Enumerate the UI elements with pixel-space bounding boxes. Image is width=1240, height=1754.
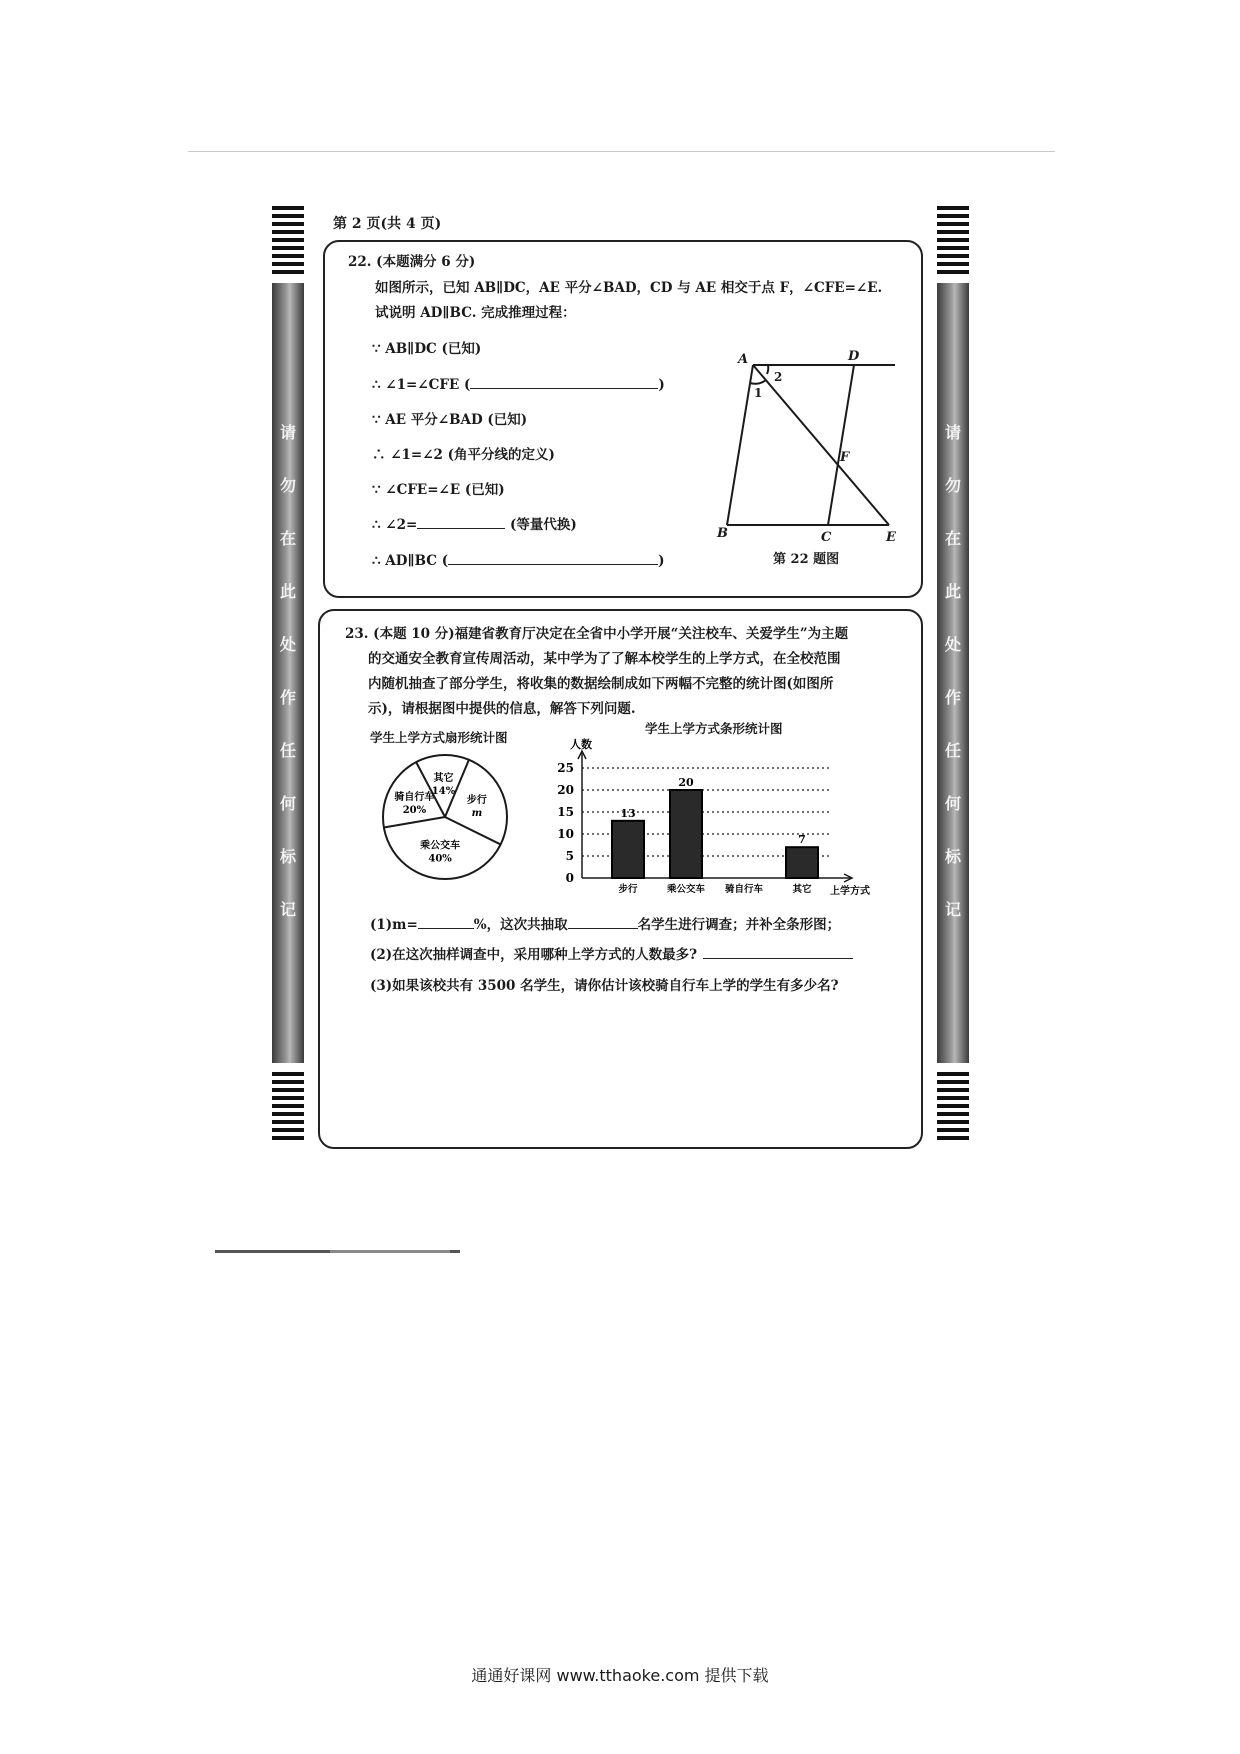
right-warning-text [937, 420, 969, 950]
stripe-bar [272, 1136, 304, 1140]
most-method-blank[interactable] [703, 944, 853, 959]
side-warning-char: 作 [279, 688, 296, 707]
q23-sub-3: (3)如果该校共有 3500 名学生，请你估计该校骑自行车上学的学生有多少名? [370, 978, 839, 994]
point-d-label: D [848, 349, 860, 364]
total-blank[interactable] [568, 914, 638, 929]
bar-ylabel: 人数 [570, 738, 592, 751]
stripe-bar [937, 1112, 969, 1116]
q23-header-4: 示)，请根据图中提供的信息，解答下列问题. [368, 701, 636, 717]
bar-mark [612, 821, 644, 878]
side-warning-char: 何 [944, 794, 961, 813]
q23-sub-1-c: 名学生进行调查；并补全条形图； [637, 917, 841, 933]
q22-step-2-blank[interactable] [470, 374, 658, 389]
q22-step-5-reason: (已知) [464, 482, 505, 498]
side-warning-char: 标 [944, 847, 961, 866]
q23-header-2: 的交通安全教育宣传周活动，某中学为了了解本校学生的上学方式，在全校范围 [368, 651, 841, 667]
top-rule [188, 151, 1055, 152]
stripe-bar [937, 1088, 969, 1092]
q23-header-3: 内随机抽查了部分学生，将收集的数据绘制成如下两幅不完整的统计图(如图所 [368, 676, 834, 692]
pie-slice-value: 14% [431, 785, 456, 797]
side-warning-char: 在 [279, 529, 296, 548]
point-b-label: B [717, 526, 728, 541]
bar-ytick-label: 25 [557, 761, 574, 775]
bar-value-label: 7 [798, 833, 806, 847]
stripe-bar [937, 222, 969, 226]
side-warning-char: 标 [279, 847, 296, 866]
stripe-bar [272, 1088, 304, 1092]
stripe-bar [272, 1128, 304, 1132]
point-c-label: C [821, 530, 832, 545]
q22-step-7 [372, 550, 665, 572]
q23-sub-1-b: %，这次共抽取 [473, 917, 568, 933]
q22-step-7-stmt: ∴ AD∥BC [372, 553, 438, 569]
angle-1-arc [750, 380, 766, 384]
q22-intro-2: 试说明 AD∥BC. 完成推理过程： [375, 305, 576, 321]
q22-step-1 [372, 338, 481, 360]
q23-sub-2-text: (2)在这次抽样调查中，采用哪种上学方式的人数最多? [370, 947, 698, 963]
q22-step-3-reason: (已知) [487, 412, 528, 428]
q22-step-2 [372, 374, 665, 396]
stripe-bar [272, 254, 304, 258]
bar-ytick-label: 20 [557, 783, 574, 797]
stripe-bar [937, 254, 969, 258]
stripe-bar [937, 1080, 969, 1084]
stripe-bar [937, 1096, 969, 1100]
side-warning-char: 记 [279, 900, 296, 919]
q22-step-2-open: ( [463, 377, 471, 393]
left-bottom-stripes [272, 1072, 304, 1144]
q22-step-4-reason: (角平分线的定义) [447, 447, 555, 463]
footer: 通通好课网 www.tthaoke.com 提供下载 [471, 1666, 769, 1685]
side-warning-char: 处 [944, 635, 961, 654]
stripe-bar [937, 262, 969, 266]
line-ae [753, 365, 889, 525]
bar-category-label: 步行 [618, 884, 638, 895]
pie-chart [370, 752, 520, 882]
q22-step-1-reason: (已知) [441, 341, 482, 357]
pie-chart-title: 学生上学方式扇形统计图 [370, 730, 508, 745]
side-warning-char: 何 [279, 794, 296, 813]
pie-slice-name: 骑自行车 [394, 791, 435, 803]
q23-sub-2 [370, 944, 853, 966]
stripe-bar [272, 1104, 304, 1108]
stripe-bar [937, 206, 969, 210]
stripe-bar [272, 214, 304, 218]
q22-step-6-blank[interactable] [417, 514, 505, 529]
bar-mark [786, 847, 818, 878]
stripe-bar [937, 270, 969, 274]
point-a-label: A [738, 352, 749, 367]
bar-ytick-label: 0 [565, 871, 574, 885]
pie-slice-value: 40% [428, 853, 452, 865]
q22-step-6-reason: (等量代换) [510, 517, 577, 533]
bar-value-label: 20 [678, 776, 694, 789]
stripe-bar [937, 1120, 969, 1124]
side-warning-char: 记 [944, 900, 961, 919]
stripe-bar [937, 1072, 969, 1076]
side-warning-char: 请 [944, 423, 961, 442]
stripe-bar [272, 1080, 304, 1084]
bar-category-label: 其它 [792, 884, 812, 895]
q22-step-5-stmt: ∵ ∠CFE=∠E [372, 482, 461, 498]
m-blank[interactable] [418, 914, 474, 929]
bar-chart [540, 728, 885, 898]
q22-step-1-stmt: ∵ AB∥DC [372, 341, 437, 357]
bar-category-label: 骑自行车 [724, 884, 764, 895]
q22-step-6-stmt: ∴ ∠2= [372, 517, 418, 533]
q22-step-5 [372, 479, 505, 501]
line-ab [727, 365, 753, 525]
stripe-bar [937, 214, 969, 218]
bar-chart-title: 学生上学方式条形统计图 [645, 721, 783, 736]
bar-ytick-label: 15 [557, 805, 574, 819]
q22-step-3 [372, 409, 527, 431]
bar-xlabel: 上学方式 [830, 886, 870, 897]
angle-2-arc [767, 365, 768, 374]
pie-slice-value: 20% [402, 804, 427, 816]
bar-ytick-label: 10 [557, 827, 574, 841]
q22-step-7-close: ) [658, 553, 665, 569]
side-warning-char: 勿 [944, 476, 961, 495]
point-e-label: E [886, 530, 896, 545]
bottom-rule-2 [330, 1250, 450, 1253]
q22-step-7-open: ( [441, 553, 449, 569]
side-warning-char: 请 [279, 423, 296, 442]
side-warning-char: 勿 [279, 476, 296, 495]
side-warning-char: 在 [944, 529, 961, 548]
q22-step-3-stmt: ∵ AE 平分∠BAD [372, 412, 483, 428]
q22-step-4 [372, 444, 555, 466]
q23-sub-1-a: (1)m= [370, 917, 418, 933]
stripe-bar [937, 1104, 969, 1108]
q23-header-1: 23. (本题 10 分)福建省教育厅决定在全省中小学开展“关注校车、关爱学生”为主题 [345, 626, 849, 642]
stripe-bar [272, 230, 304, 234]
stripe-bar [272, 270, 304, 274]
stripe-bar [937, 230, 969, 234]
stripe-bar [937, 246, 969, 250]
bar-mark [670, 790, 702, 878]
bar-ytick-label: 5 [565, 849, 574, 863]
side-warning-char: 任 [279, 741, 296, 760]
angle-2-label: 2 [774, 370, 783, 384]
q23-sub-1 [370, 914, 840, 936]
q22-step-2-close: ) [658, 377, 665, 393]
q22-step-4-stmt: ∴ ∠1=∠2 [372, 447, 443, 463]
right-top-stripes [937, 206, 969, 278]
q22-figure-caption: 第 22 题图 [773, 552, 840, 567]
stripe-bar [272, 1120, 304, 1124]
q22-intro-1: 如图所示，已知 AB∥DC，AE 平分∠BAD，CD 与 AE 相交于点 F，∠CFE=∠E. [375, 280, 883, 296]
stripe-bar [272, 222, 304, 226]
stripe-bar [272, 246, 304, 250]
line-dc [828, 365, 854, 525]
stripe-bar [272, 1072, 304, 1076]
side-warning-char: 处 [279, 635, 296, 654]
q22-step-6 [372, 514, 577, 536]
q22-step-2-stmt: ∴ ∠1=∠CFE [372, 377, 460, 393]
page-label: 第 2 页(共 4 页) [333, 216, 442, 232]
point-f-label: F [840, 450, 850, 465]
pie-slice-name: 乘公交车 [420, 840, 461, 852]
left-warning-text [272, 420, 304, 950]
stripe-bar [272, 206, 304, 210]
stripe-bar [272, 262, 304, 266]
q22-figure [700, 345, 910, 545]
pie-slice-name: 其它 [433, 772, 454, 784]
stripe-bar [937, 1136, 969, 1140]
pie-slice-value: m [471, 808, 483, 820]
side-warning-char: 作 [944, 688, 961, 707]
left-top-stripes [272, 206, 304, 278]
pie-slice-name: 步行 [466, 795, 487, 807]
stripe-bar [272, 1112, 304, 1116]
stripe-bar [937, 238, 969, 242]
q22-header: 22. (本题满分 6 分) [348, 254, 476, 270]
stripe-bar [937, 1128, 969, 1132]
angle-1-label: 1 [754, 386, 763, 400]
side-warning-char: 任 [944, 741, 961, 760]
side-warning-char: 此 [944, 582, 961, 601]
stripe-bar [272, 238, 304, 242]
right-bottom-stripes [937, 1072, 969, 1144]
bar-value-label: 13 [620, 806, 636, 820]
stripe-bar [272, 1096, 304, 1100]
side-warning-char: 此 [279, 582, 296, 601]
q22-step-7-blank[interactable] [448, 550, 658, 565]
bar-category-label: 乘公交车 [666, 884, 706, 895]
